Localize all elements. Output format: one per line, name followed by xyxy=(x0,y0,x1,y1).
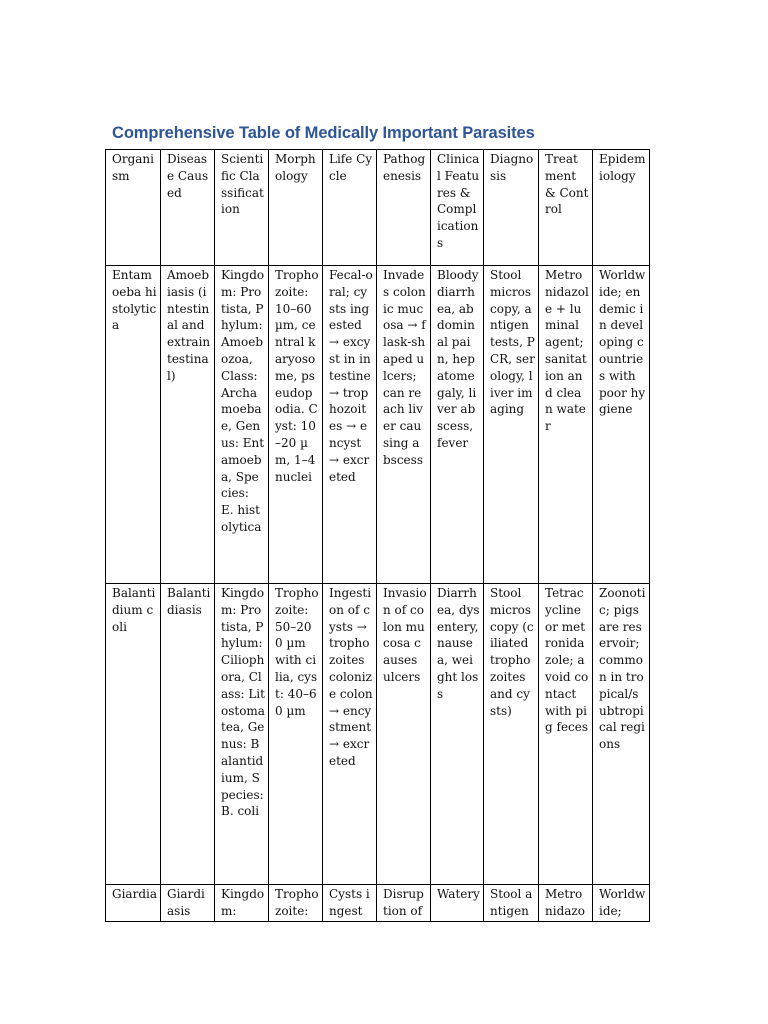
table-cell: Kingdom: xyxy=(215,885,269,923)
table-cell: Bloody diarrhea, abdominal pain, hepatomegaly, liver abscess, fever xyxy=(431,266,484,584)
table-cell: Watery xyxy=(431,885,484,923)
table-cell: Disruption of xyxy=(377,885,431,923)
table-cell: Ingestion of cysts → trophozoites colonize colon → encystment → excreted xyxy=(323,584,377,885)
document-title: Comprehensive Table of Medically Important Parasites xyxy=(112,124,535,142)
header-cell-treatment: Treatment & Control xyxy=(539,150,593,266)
table-header-row xyxy=(106,150,650,266)
parasite-table-container xyxy=(105,149,650,922)
table-cell: Kingdom: Protista, Phylum: Amoebozoa, Class: Archamoebae, Genus: Entamoeba, Species: E. histolytica xyxy=(215,266,269,584)
parasite-table xyxy=(105,149,650,922)
table-cell: Stool microscopy (ciliated trophozoites and cysts) xyxy=(484,584,539,885)
header-cell-classification: Scientific Classification xyxy=(215,150,269,266)
header-cell-life-cycle: Life Cycle xyxy=(323,150,377,266)
header-cell-clinical-features: Clinical Features & Complications xyxy=(431,150,484,266)
table-cell: Worldwide; xyxy=(593,885,650,923)
table-cell: Cysts ingest xyxy=(323,885,377,923)
header-cell-epidemiology: Epidemiology xyxy=(593,150,650,266)
table-cell: Amoebiasis (intestinal and extraintestinal) xyxy=(161,266,215,584)
table-cell: Stool antigen xyxy=(484,885,539,923)
table-cell: Balantidium coli xyxy=(106,584,161,885)
table-cell: Metronidazole + luminal agent; sanitation and clean water xyxy=(539,266,593,584)
table-cell: Balantidiasis xyxy=(161,584,215,885)
table-cell: Kingdom: Protista, Phylum: Ciliophora, Class: Litostomatea, Genus: Balantidium, Species: B. coli xyxy=(215,584,269,885)
header-cell-diagnosis: Diagnosis xyxy=(484,150,539,266)
header-cell-disease: Disease Caused xyxy=(161,150,215,266)
header-cell-morphology: Morphology xyxy=(269,150,323,266)
header-cell-organism: Organism xyxy=(106,150,161,266)
table-cell: Trophozoite: xyxy=(269,885,323,923)
table-row xyxy=(106,584,650,885)
header-cell-pathogenesis: Pathogenesis xyxy=(377,150,431,266)
table-cell: Trophozoite: 10–60 µm, central karyosome, pseudopodia. Cyst: 10–20 µm, 1–4 nuclei xyxy=(269,266,323,584)
table-cell: Tetracycline or metronidazole; avoid contact with pig feces xyxy=(539,584,593,885)
table-cell: Stool microscopy, antigen tests, PCR, serology, liver imaging xyxy=(484,266,539,584)
table-cell: Worldwide; endemic in developing countries with poor hygiene xyxy=(593,266,650,584)
table-row xyxy=(106,266,650,584)
table-cell: Giardiasis xyxy=(161,885,215,923)
table-cell: Giardia xyxy=(106,885,161,923)
table-cell: Trophozoite: 50–200 µm with cilia, cyst: 40–60 µm xyxy=(269,584,323,885)
table-cell: Diarrhea, dysentery, nausea, weight loss xyxy=(431,584,484,885)
table-cell: Zoonotic; pigs are reservoir; common in tropical/subtropical regions xyxy=(593,584,650,885)
table-row xyxy=(106,885,650,923)
table-cell: Invasion of colon mucosa causes ulcers xyxy=(377,584,431,885)
table-cell: Fecal-oral; cysts ingested → excyst in intestine → trophozoites → encyst → excreted xyxy=(323,266,377,584)
table-cell: Entamoeba histolytica xyxy=(106,266,161,584)
table-cell: Metronidazo xyxy=(539,885,593,923)
table-cell: Invades colonic mucosa → flask-shaped ulcers; can reach liver causing abscess xyxy=(377,266,431,584)
